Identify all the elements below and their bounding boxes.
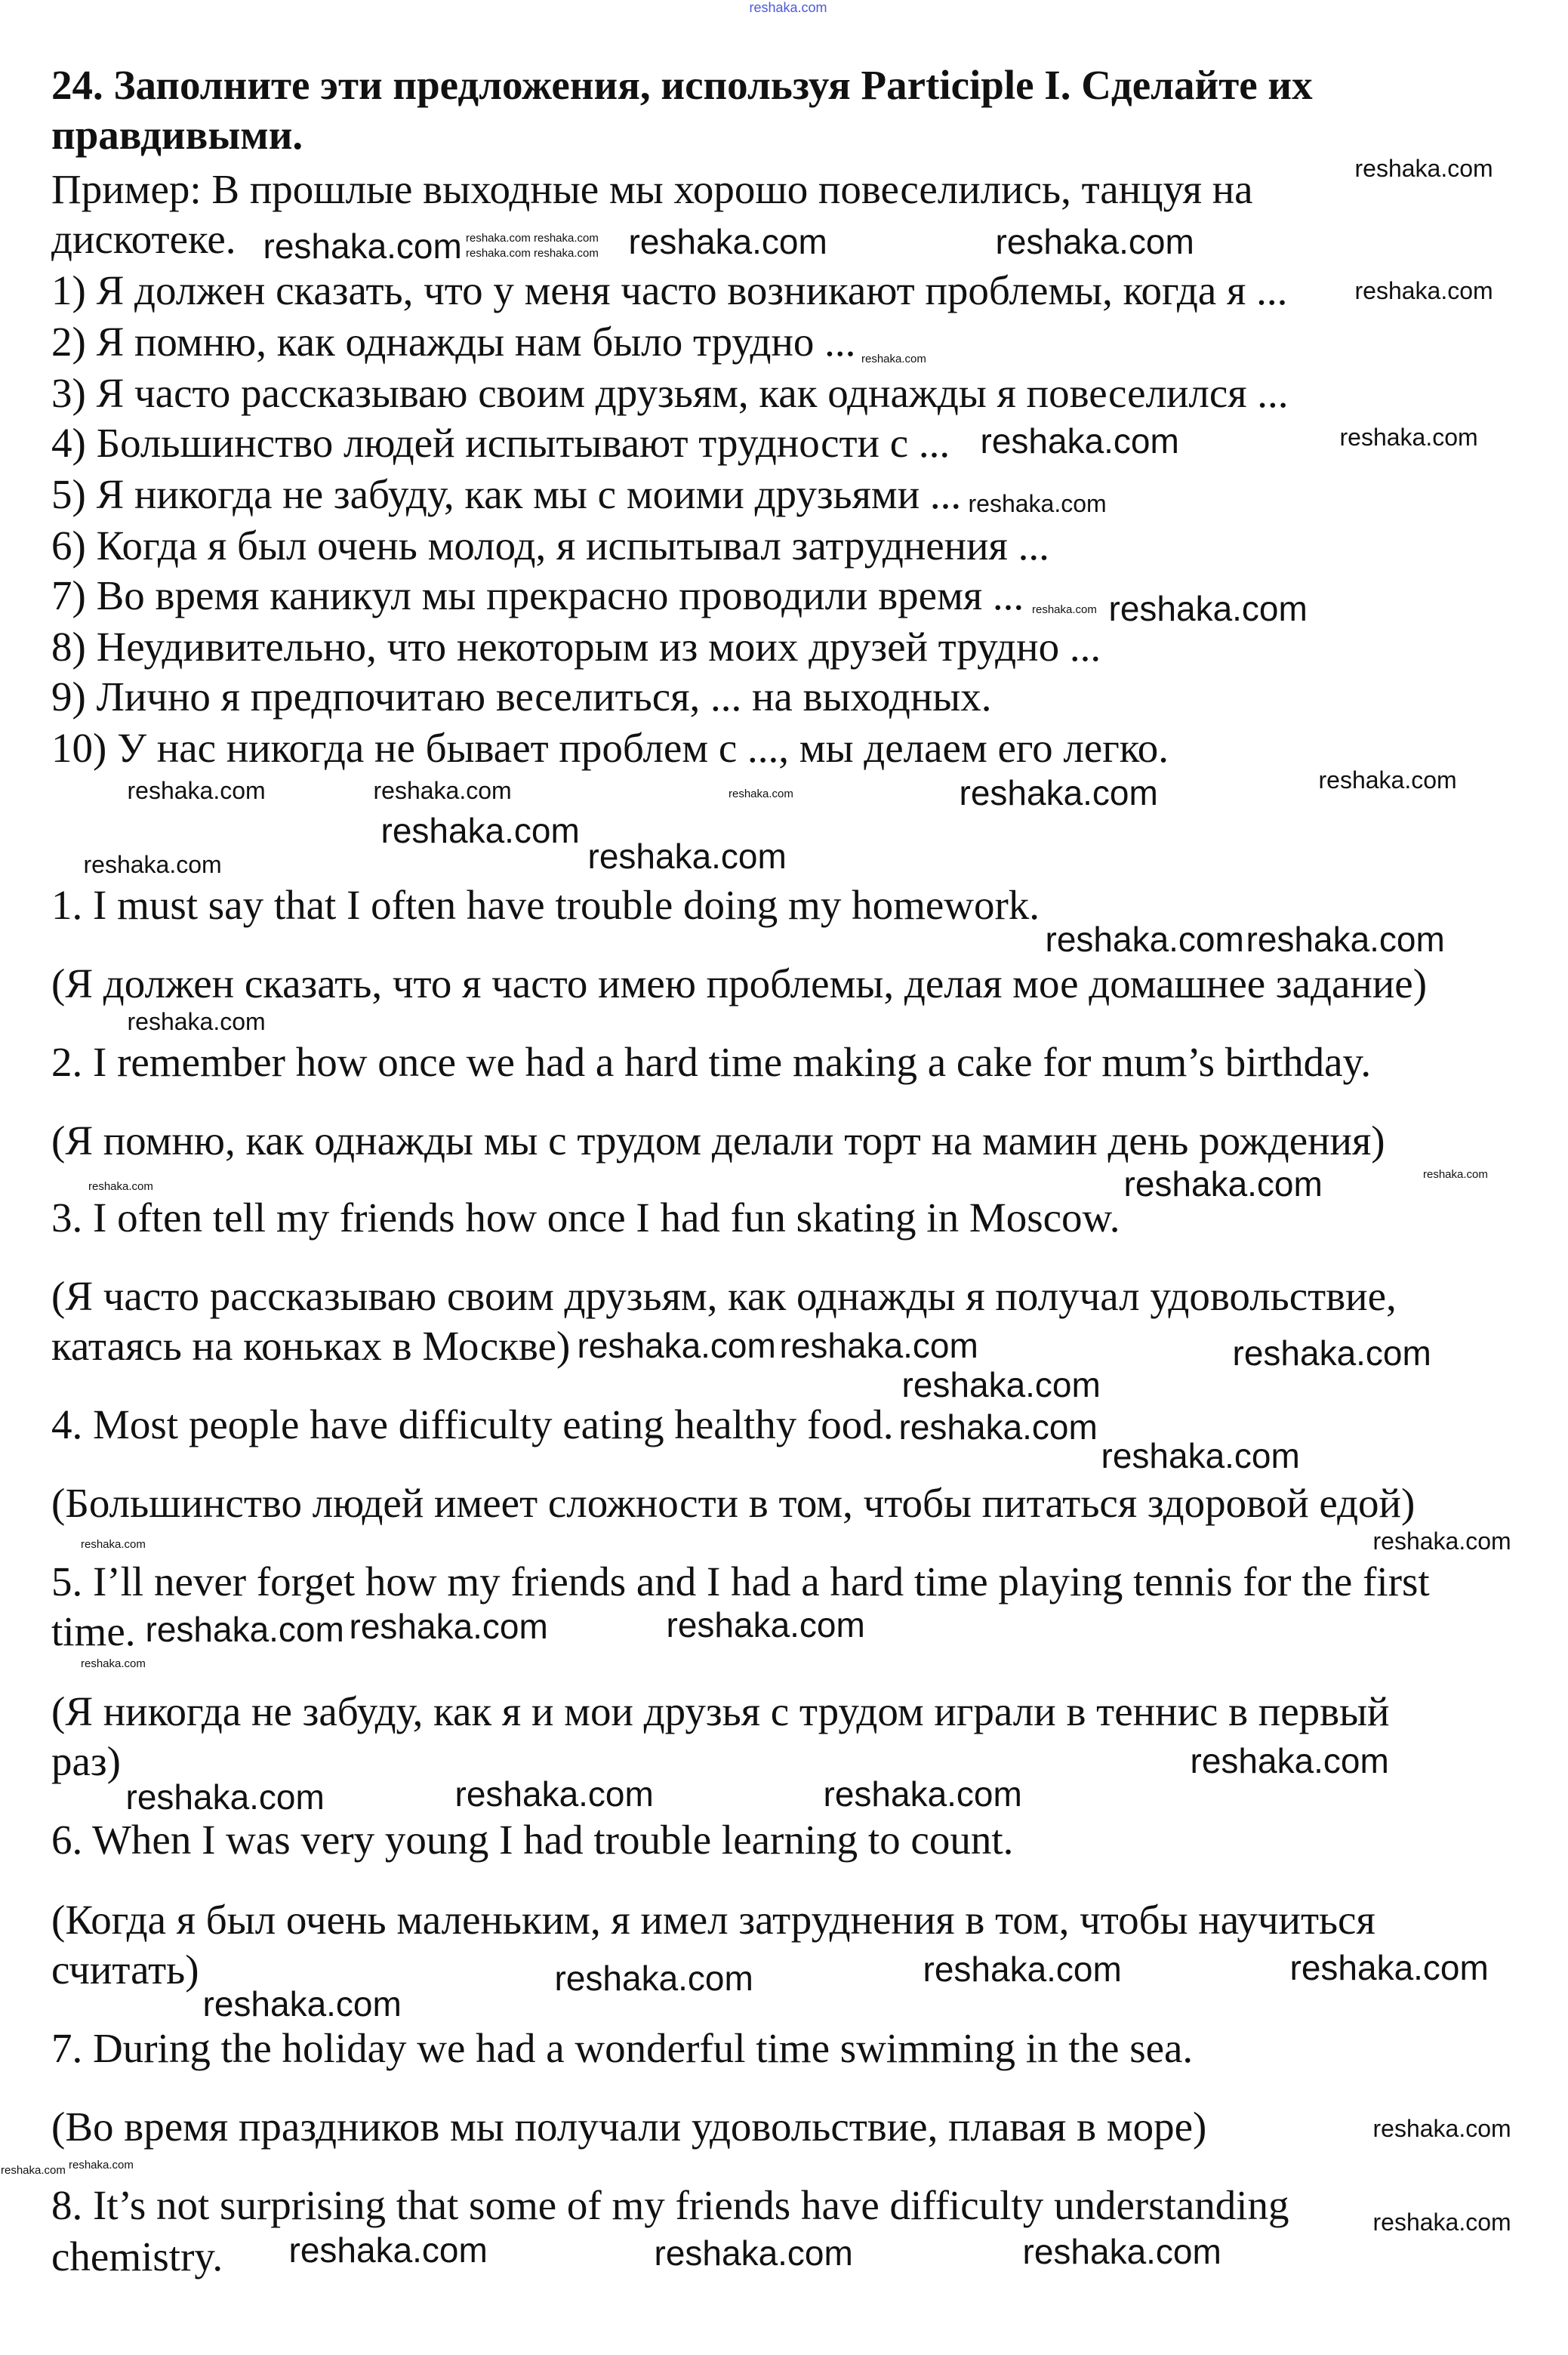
- watermark: reshaka.com: [968, 490, 1107, 517]
- watermark: reshaka.com: [654, 2233, 853, 2273]
- watermark: reshaka.com: [1045, 920, 1244, 959]
- watermark: reshaka.com: [959, 773, 1158, 812]
- watermark: reshaka.com: [666, 1605, 865, 1644]
- watermark: reshaka.com: [577, 1326, 776, 1365]
- watermark: reshaka.com: [81, 1538, 146, 1551]
- watermark: reshaka.com: [1232, 1333, 1431, 1373]
- answer-line: раз): [51, 1738, 121, 1784]
- watermark: reshaka.com: [88, 1180, 153, 1193]
- task-line: 8) Неудивительно, что некоторым из моих друзей трудно ...: [51, 624, 1101, 670]
- watermark: reshaka.com: [898, 1407, 1098, 1447]
- answer-line: катаясь на коньках в Москве): [51, 1323, 571, 1369]
- watermark: reshaka.com: [1101, 1436, 1300, 1475]
- answer-line: считать): [51, 1947, 199, 1993]
- watermark: reshaka.com: [587, 837, 787, 876]
- task-line: Пример: В прошлые выходные мы хорошо повеселились, танцуя на: [51, 166, 1253, 212]
- answer-line: 6. When I was very young I had trouble learning to count.: [51, 1817, 1014, 1863]
- task-line: 7) Во время каникул мы прекрасно проводили время ...: [51, 572, 1024, 618]
- task-title: 24. Заполните эти предложения, используя Participle I. Сделайте их: [51, 62, 1313, 108]
- watermark: reshaka.com: [1372, 1527, 1511, 1555]
- task-line: 3) Я часто рассказываю своим друзьям, как однажды я повеселился ...: [51, 370, 1289, 416]
- watermark: reshaka.com: [1423, 1168, 1488, 1181]
- watermark: reshaka.com: [1032, 603, 1097, 616]
- answer-line: (Когда я был очень маленьким, я имел затруднения в том, чтобы научиться: [51, 1897, 1375, 1943]
- task-line: дискотеке.: [51, 216, 236, 262]
- watermark: reshaka.com: [81, 1657, 146, 1670]
- watermark: reshaka.com: [923, 1950, 1122, 1989]
- watermark: reshaka.com: [749, 0, 827, 15]
- watermark: reshaka.com: [1372, 2115, 1511, 2142]
- watermark: reshaka.com: [127, 1008, 266, 1035]
- watermark: reshaka.com: [1246, 920, 1445, 959]
- answer-line: 4. Most people have difficulty eating healthy food.: [51, 1401, 894, 1447]
- watermark: reshaka.com: [1108, 589, 1308, 628]
- answer-line: (Я никогда не забуду, как я и мои друзья с трудом играли в теннис в первый: [51, 1688, 1390, 1734]
- answer-line: chemistry.: [51, 2233, 223, 2279]
- watermark: reshaka.com: [1190, 1741, 1389, 1780]
- answer-line: 8. It’s not surprising that some of my friends have difficulty understanding: [51, 2182, 1289, 2228]
- watermark: reshaka.com: [1289, 1948, 1489, 1987]
- watermark: reshaka.com: [1318, 766, 1457, 794]
- watermark: reshaka.com: [779, 1326, 978, 1365]
- watermark: reshaka.com: [380, 811, 580, 850]
- answer-line: 7. During the holiday we had a wonderful time swimming in the sea.: [51, 2025, 1194, 2071]
- task-line: 6) Когда я был очень молод, я испытывал затруднения ...: [51, 522, 1049, 569]
- watermark: reshaka.com: [466, 232, 531, 245]
- watermark: reshaka.com: [1022, 2232, 1221, 2271]
- watermark: reshaka.com: [1354, 277, 1493, 304]
- watermark: reshaka.com: [823, 1774, 1022, 1814]
- watermark: reshaka.com: [995, 222, 1194, 261]
- task-line: 9) Лично я предпочитаю веселиться, ... на выходных.: [51, 674, 992, 720]
- answer-line: time.: [51, 1608, 136, 1654]
- task-line: 4) Большинство людей испытывают трудности с ...: [51, 420, 950, 466]
- watermark: reshaka.com: [1339, 424, 1478, 451]
- watermark: reshaka.com: [263, 227, 462, 266]
- watermark: reshaka.com: [454, 1774, 654, 1814]
- watermark: reshaka.com: [554, 1959, 753, 1998]
- answer-line: (Большинство людей имеет сложности в том, чтобы питаться здоровой едой): [51, 1480, 1416, 1526]
- watermark: reshaka.com: [1123, 1164, 1323, 1204]
- task-line: 1) Я должен сказать, что у меня часто возникают проблемы, когда я ...: [51, 267, 1288, 313]
- answer-line: (Я часто рассказываю своим друзьям, как однажды я получал удовольствие,: [51, 1273, 1397, 1319]
- watermark: reshaka.com: [69, 2159, 134, 2172]
- watermark: reshaka.com: [373, 777, 512, 804]
- answer-line: 3. I often tell my friends how once I had fun skating in Moscow.: [51, 1194, 1120, 1241]
- answer-line: 5. I’ll never forget how my friends and I had a hard time playing tennis for the first: [51, 1558, 1430, 1604]
- answer-line: 2. I remember how once we had a hard time making a cake for mum’s birthday.: [51, 1039, 1372, 1085]
- watermark: reshaka.com: [349, 1607, 548, 1646]
- task-title: правдивыми.: [51, 112, 303, 158]
- watermark: reshaka.com: [729, 788, 793, 800]
- watermark: reshaka.com: [534, 247, 599, 260]
- watermark: reshaka.com: [980, 421, 1179, 461]
- watermark: reshaka.com: [83, 851, 222, 878]
- watermark: reshaka.com: [901, 1365, 1101, 1404]
- watermark: reshaka.com: [1372, 2209, 1511, 2236]
- answer-line: (Я должен сказать, что я часто имею проблемы, делая мое домашнее задание): [51, 960, 1428, 1006]
- task-line: 5) Я никогда не забуду, как мы с моими друзьями ...: [51, 471, 962, 517]
- watermark: reshaka.com: [202, 1984, 402, 2024]
- watermark: reshaka.com: [125, 1777, 325, 1817]
- answer-line: (Я помню, как однажды мы с трудом делали торт на мамин день рождения): [51, 1117, 1385, 1164]
- watermark: reshaka.com: [1, 2164, 66, 2177]
- watermark: reshaka.com: [534, 232, 599, 245]
- watermark: reshaka.com: [628, 222, 827, 261]
- watermark: reshaka.com: [1354, 155, 1493, 182]
- watermark: reshaka.com: [145, 1610, 344, 1649]
- answer-line: (Во время праздников мы получали удовольствие, плавая в море): [51, 2104, 1207, 2150]
- answer-line: 1. I must say that I often have trouble doing my homework.: [51, 882, 1040, 928]
- watermark: reshaka.com: [466, 247, 531, 260]
- watermark: reshaka.com: [288, 2230, 488, 2270]
- task-line: 2) Я помню, как однажды нам было трудно ...: [51, 319, 856, 365]
- watermark: reshaka.com: [861, 353, 926, 365]
- task-line: 10) У нас никогда не бывает проблем с ..., мы делаем его легко.: [51, 725, 1169, 771]
- watermark: reshaka.com: [127, 777, 266, 804]
